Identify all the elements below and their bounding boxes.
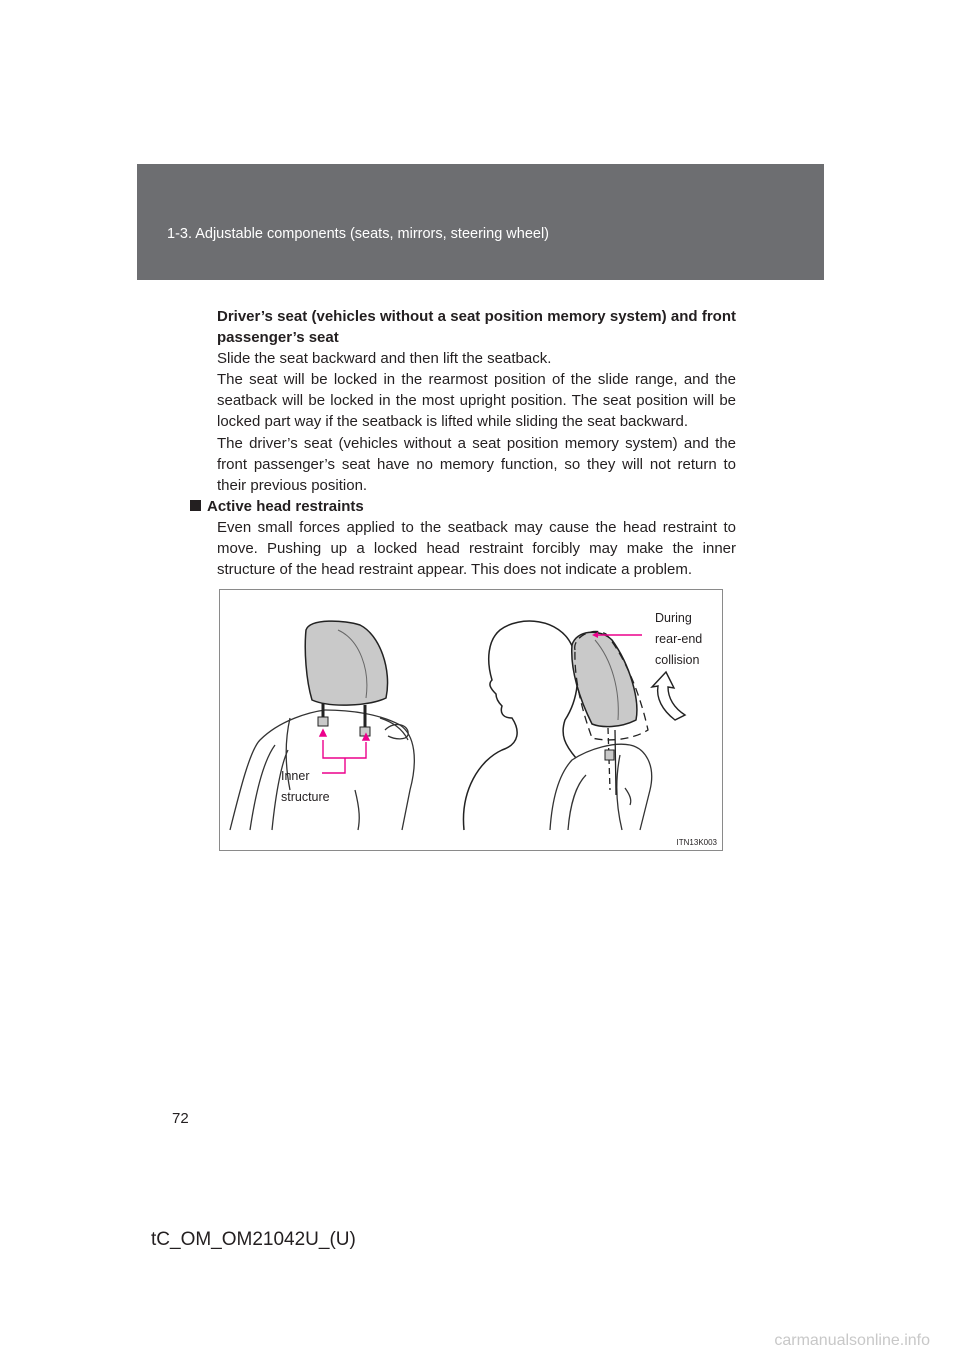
curved-arrow-icon (652, 672, 685, 720)
inner-label-line2: structure (281, 790, 330, 804)
intro-paragraph-2: The driver’s seat (vehicles without a seat position memory system) and the front passenger’s seat have no memory function, so they will not return to their previous position. (217, 435, 736, 494)
during-label-line1: During (655, 611, 692, 625)
during-label-line3: collision (655, 653, 700, 667)
left-seat-illustration (230, 710, 414, 830)
head-restraint-illustration (220, 590, 722, 850)
footer-code: tC_OM_OM21042U_(U) (151, 1229, 356, 1250)
page-number: 72 (172, 1110, 189, 1127)
right-head-restraint (572, 632, 637, 726)
section-title: 1-3. Adjustable components (seats, mirrors, steering wheel) (167, 226, 550, 242)
section-body: Even small forces applied to the seatback may cause the head restraint to move. Pushing up a locked head restraint forcibly may make the inner structure of the head restraint appear. This does not indicate a problem. (217, 519, 736, 578)
figure-code: ITN13K003 (676, 838, 717, 847)
person-silhouette (463, 621, 577, 830)
inner-structure-part-left (318, 717, 328, 726)
watermark: carmanualsonline.info (774, 1332, 930, 1349)
intro-line: Slide the seat backward and then lift the seatback. (217, 350, 552, 367)
right-seat-illustration (550, 744, 652, 830)
left-head-restraint (305, 621, 387, 705)
intro-paragraph-1: The seat will be locked in the rearmost position of the slide range, and the seatback will be locked in the most upright position. The seat position will be locked part way if the seatback is lifted while sliding the seat backward. (217, 371, 736, 430)
header-band (137, 164, 824, 280)
square-bullet-icon (190, 500, 201, 511)
section-heading (190, 496, 364, 517)
during-label-line2: rear-end (655, 632, 703, 646)
intro-heading: Driver’s seat (vehicles without a seat position memory system) and front passenger’s seat (217, 308, 736, 346)
inner-label-line1: Inner (281, 769, 310, 783)
section-heading-text: Active head restraints (207, 498, 364, 515)
head-restraint-figure (219, 589, 723, 851)
